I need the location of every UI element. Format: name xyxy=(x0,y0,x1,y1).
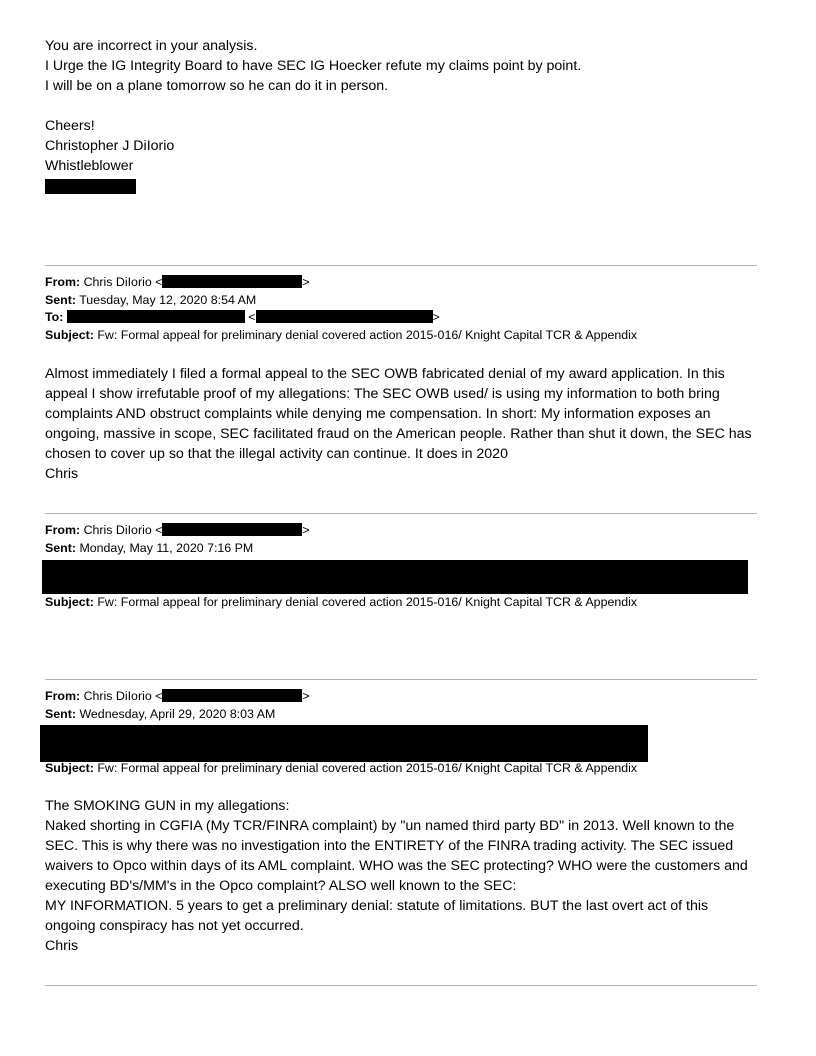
intro-line: I Urge the IG Integrity Board to have SEC IG Hoecker refute my claims point by point. xyxy=(45,58,582,74)
body-line: The SMOKING GUN in my allegations: xyxy=(45,798,290,814)
subject-label: Subject: xyxy=(45,327,94,342)
from-row xyxy=(45,688,765,706)
body-line: Chris xyxy=(45,466,79,482)
body-line: Naked shorting in CGFIA (My TCR/FINRA complaint) by "un named third party BD" in 2013. Well known to the xyxy=(45,818,735,834)
from-row xyxy=(45,522,765,540)
body-line: SEC. This is why there was no investigation into the ENTIRETY of the FINRA trading activity. The SEC issued xyxy=(45,838,734,854)
divider xyxy=(45,985,757,986)
from-value: Chris DiIorio < xyxy=(83,523,163,537)
subject-value: Fw: Formal appeal for preliminary denial covered action 2015-016/ Knight Capital TCR & Appendix xyxy=(97,595,638,609)
bracket: > xyxy=(302,523,310,537)
subject-label: Subject: xyxy=(45,595,94,609)
to-label: To: xyxy=(45,310,64,324)
subject-value: Fw: Formal appeal for preliminary denial covered action 2015-016/ Knight Capital TCR & Appendix xyxy=(97,761,638,775)
sent-label: Sent: xyxy=(45,540,76,555)
bracket: > xyxy=(432,310,440,324)
sent-row xyxy=(45,706,765,724)
sent-row xyxy=(45,292,765,310)
divider xyxy=(45,679,757,680)
email-header xyxy=(45,522,765,557)
from-row xyxy=(45,274,765,292)
from-value: Chris DiIorio < xyxy=(83,275,163,289)
to-row xyxy=(45,309,765,327)
bracket: > xyxy=(302,275,310,289)
email-header xyxy=(45,688,765,723)
body-line: Chris xyxy=(45,938,79,954)
subject-value: Fw: Formal appeal for preliminary denial covered action 2015-016/ Knight Capital TCR & Appendix xyxy=(97,327,638,342)
email-header xyxy=(45,760,765,778)
redaction-box xyxy=(162,689,302,702)
email-body xyxy=(45,364,775,484)
divider xyxy=(45,513,757,514)
intro-block xyxy=(45,36,775,96)
from-label: From: xyxy=(45,689,81,703)
redaction-box xyxy=(162,523,302,536)
bracket: > xyxy=(302,689,310,703)
bracket: < xyxy=(248,310,256,324)
sent-row xyxy=(45,540,765,558)
subject-row xyxy=(45,760,765,778)
sent-value: Wednesday, April 29, 2020 8:03 AM xyxy=(79,706,276,721)
signature-block xyxy=(45,116,775,176)
subject-label: Subject: xyxy=(45,761,94,775)
from-label: From: xyxy=(45,523,81,537)
intro-line: You are incorrect in your analysis. xyxy=(45,38,258,54)
sent-label: Sent: xyxy=(45,292,76,307)
signer-name: Christopher J DiIorio xyxy=(45,138,175,154)
body-line: ongoing conspiracy has not yet occurred. xyxy=(45,918,304,934)
sent-value: Tuesday, May 12, 2020 8:54 AM xyxy=(79,292,257,307)
from-value: Chris DiIorio < xyxy=(83,689,163,703)
divider xyxy=(45,265,757,266)
redaction-box xyxy=(256,310,433,323)
redaction-box xyxy=(40,725,648,762)
email-header xyxy=(45,594,765,612)
body-line: chosen to cover up so that the illegal activity can continue. It does in 2020 xyxy=(45,446,508,462)
body-line: Almost immediately I filed a formal appeal to the SEC OWB fabricated denial of my award application. In this xyxy=(45,366,725,382)
redaction-box xyxy=(162,275,302,288)
sent-label: Sent: xyxy=(45,706,76,721)
signer-title: Whistleblower xyxy=(45,158,134,174)
from-label: From: xyxy=(45,275,81,289)
redaction-box xyxy=(42,560,748,594)
subject-row xyxy=(45,327,765,345)
sent-value: Monday, May 11, 2020 7:16 PM xyxy=(79,540,254,555)
redaction-box xyxy=(45,179,136,194)
intro-line: I will be on a plane tomorrow so he can do it in person. xyxy=(45,78,389,94)
signoff-line: Cheers! xyxy=(45,118,95,134)
email-header xyxy=(45,274,765,344)
body-line: executing BD's/MM's in the Opco complaint? ALSO well known to the SEC: xyxy=(45,878,517,894)
body-line: waivers to Opco within days of its AML complaint. WHO was the SEC protecting? WHO were the customers and xyxy=(45,858,748,874)
body-line: appeal I show irrefutable proof of my allegations: The SEC OWB used/ is using my information to both bring xyxy=(45,386,720,402)
body-line: ongoing, massive in scope, SEC facilitated fraud on the American people. Rather than shut it down, the SEC has xyxy=(45,426,752,442)
redaction-box xyxy=(67,310,245,323)
email-body xyxy=(45,796,775,956)
subject-row xyxy=(45,594,765,612)
body-line: complaints AND obstruct complaints while denying me compensation. In short: My information exposes an xyxy=(45,406,711,422)
body-line: MY INFORMATION. 5 years to get a preliminary denial: statute of limitations. BUT the last overt act of this xyxy=(45,898,709,914)
